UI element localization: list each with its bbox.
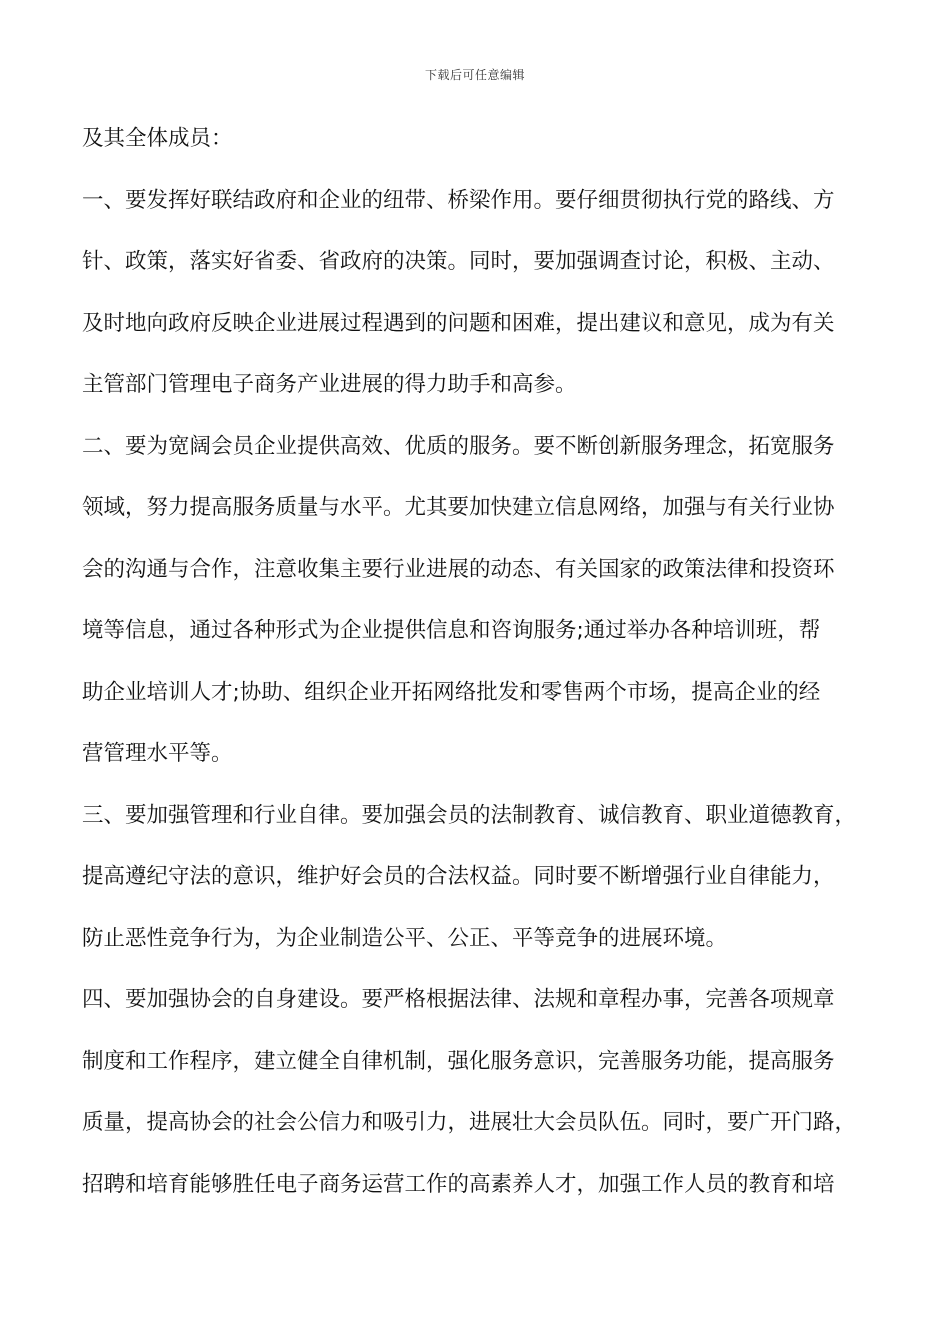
body-line: 及时地向政府反映企业进展过程遇到的问题和困难，提出建议和意见，成为有关 [82,310,835,336]
body-line: 防止恶性竞争行为，为企业制造公平、公正、平等竞争的进展环境。 [82,925,728,951]
body-line: 营管理水平等。 [82,741,233,766]
body-line: 二、要为宽阔会员企业提供高效、优质的服务。要不断创新服务理念，拓宽服务 [82,433,835,459]
body-line: 助企业培训人才;协助、组织企业开拓网络批发和零售两个市场，提高企业的经 [82,679,821,705]
body-line: 制度和工作程序，建立健全自律机制，强化服务意识，完善服务功能，提高服务 [82,1048,835,1074]
body-line: 三、要加强管理和行业自律。要加强会员的法制教育、诚信教育、职业道德教育， [82,802,857,828]
body-line: 及其全体成员： [82,126,233,151]
body-line: 四、要加强协会的自身建设。要严格根据法律、法规和章程办事，完善各项规章 [82,987,835,1012]
body-line: 招聘和培育能够胜任电子商务运营工作的高素养人才，加强工作人员的教育和培 [82,1171,835,1197]
body-line: 一、要发挥好联结政府和企业的纽带、桥梁作用。要仔细贯彻执行党的路线、方 [82,187,835,213]
body-line: 领域，努力提高服务质量与水平。尤其要加快建立信息网络，加强与有关行业协 [82,495,835,520]
body-line: 针、政策，落实好省委、省政府的决策。同时，要加强调查讨论，积极、主动、 [82,249,835,274]
body-line: 境等信息，通过各种形式为企业提供信息和咨询服务;通过举办各种培训班，帮 [82,618,821,643]
body-line: 会的沟通与合作，注意收集主要行业进展的动态、有关国家的政策法律和投资环 [82,556,835,582]
body-line: 主管部门管理电子商务产业进展的得力助手和高参。 [82,372,577,397]
body-line: 质量，提高协会的社会公信力和吸引力，进展壮大会员队伍。同时，要广开门路， [82,1110,857,1135]
document-body [82,108,882,1215]
body-line: 提高遵纪守法的意识，维护好会员的合法权益。同时要不断增强行业自律能力， [82,864,835,889]
download-note: 下载后可任意编辑 [424,68,525,82]
